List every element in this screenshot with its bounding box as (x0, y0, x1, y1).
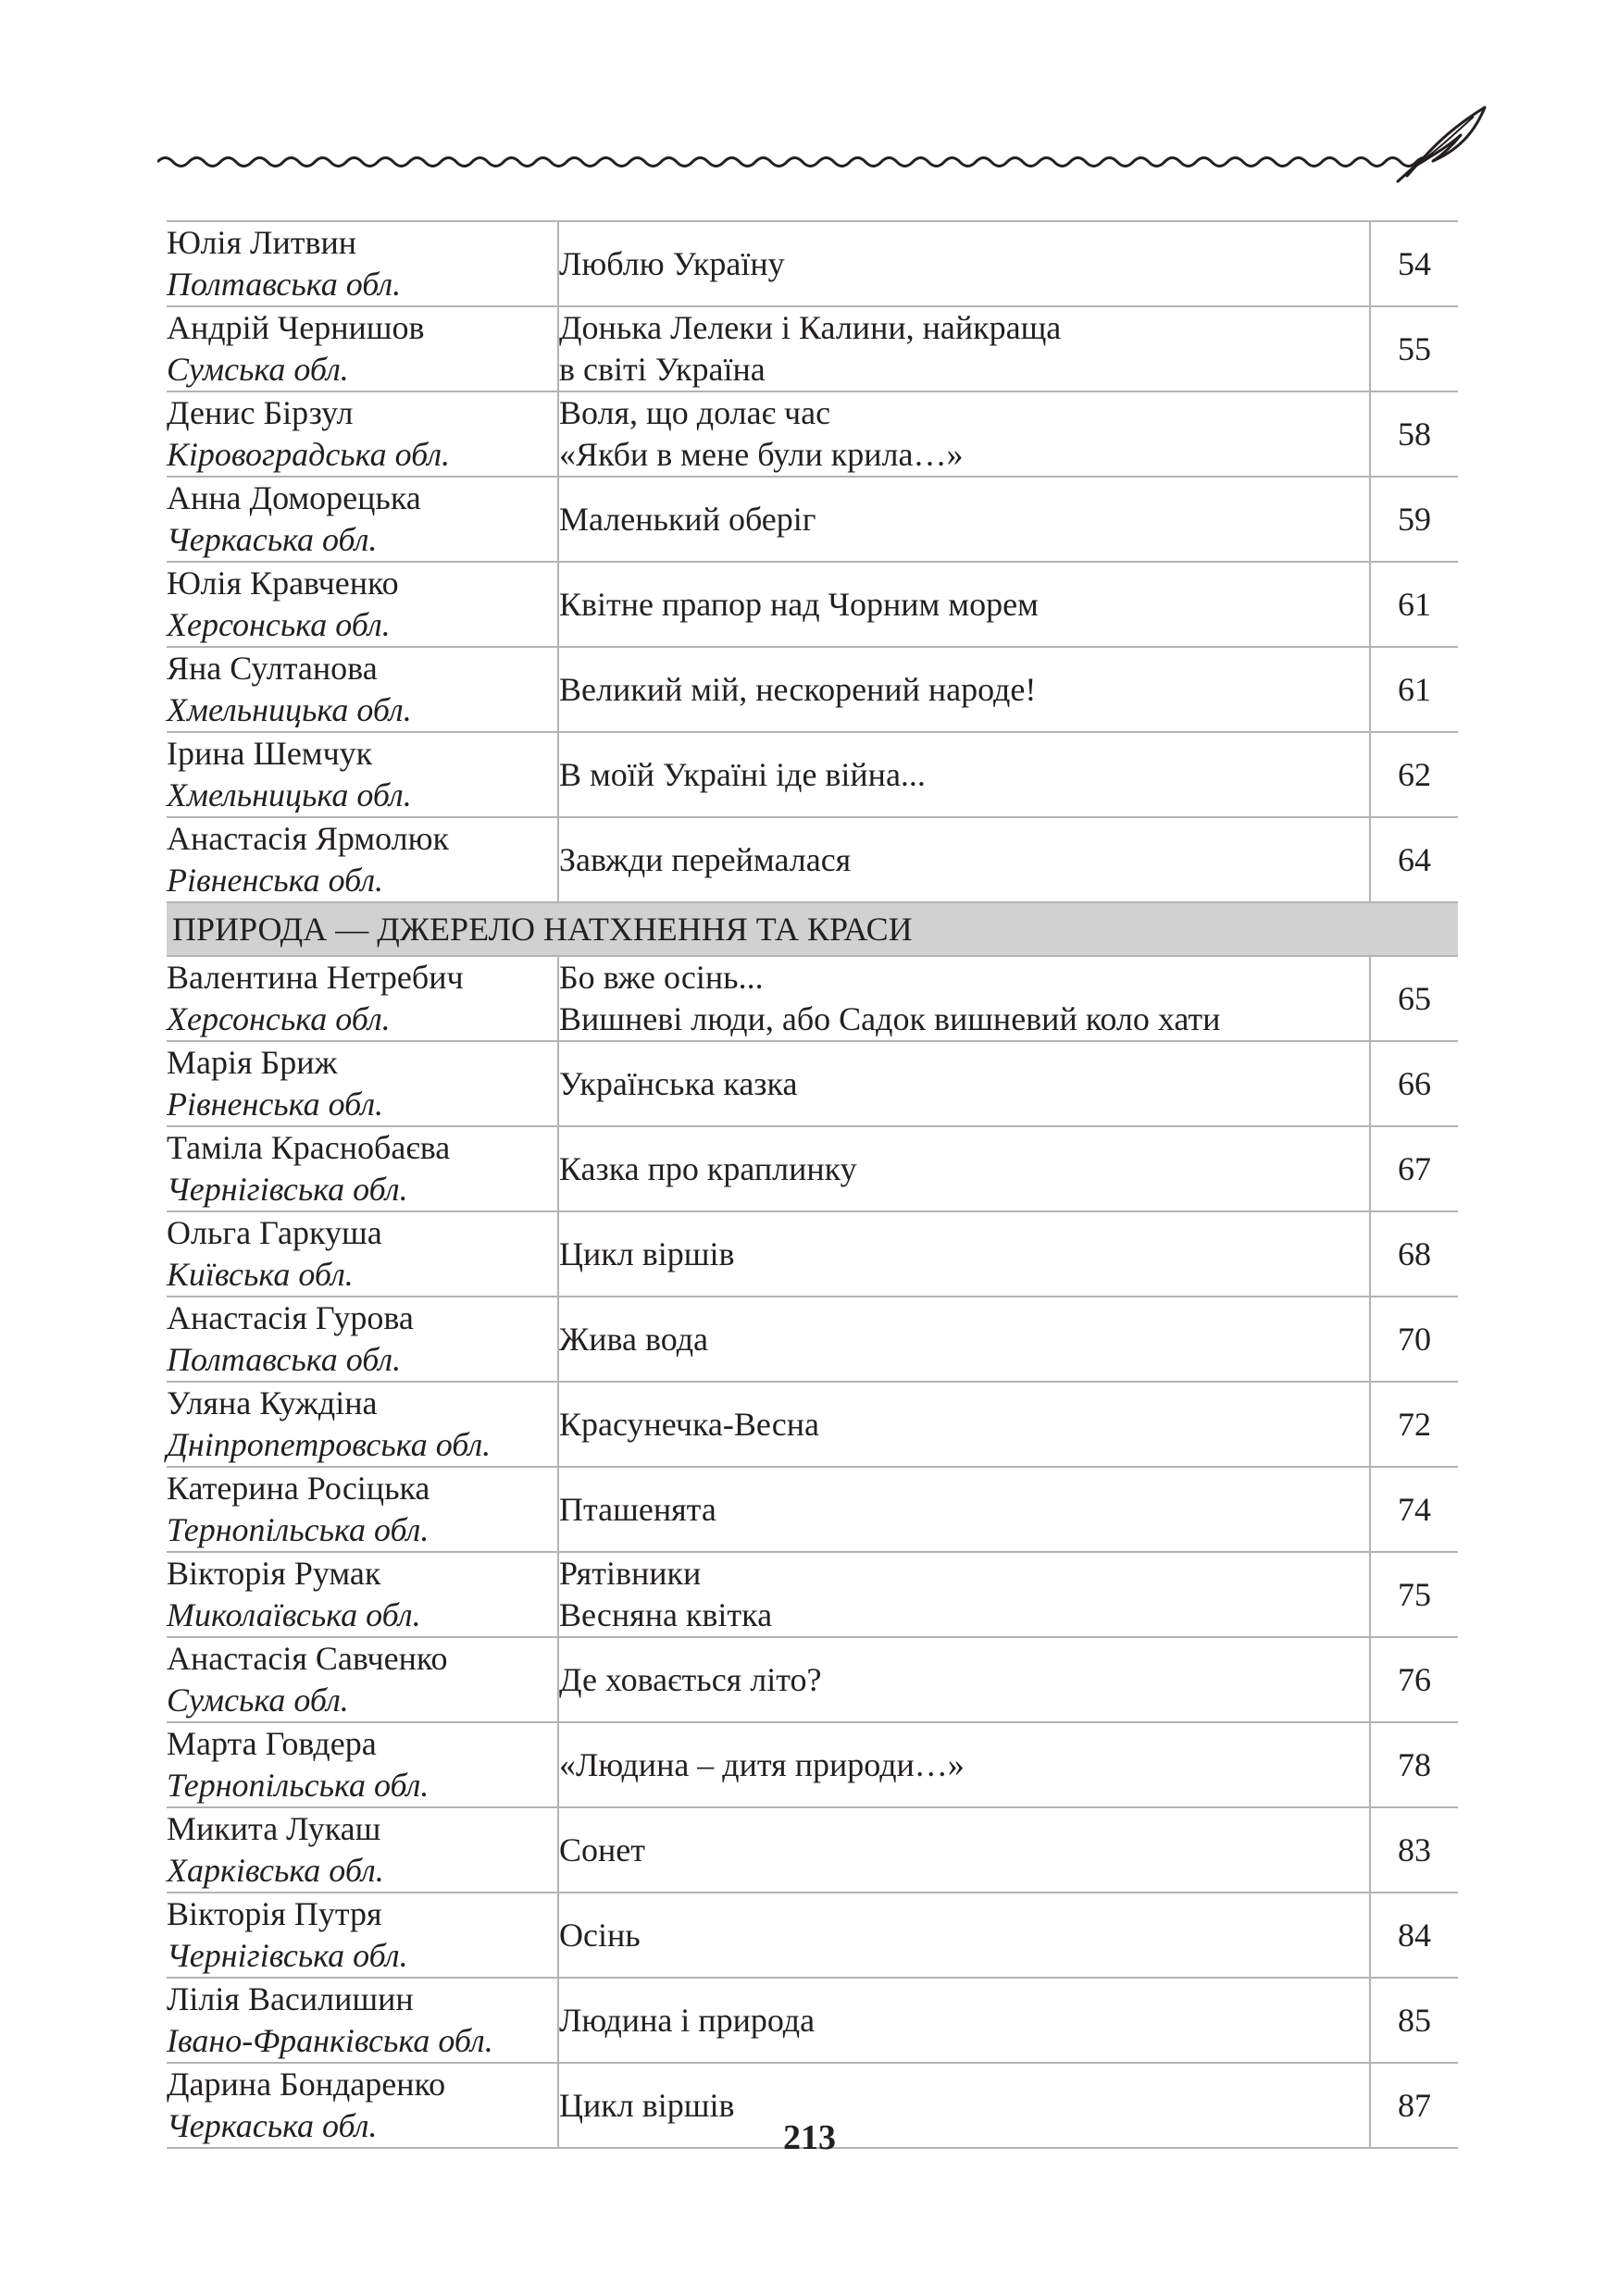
page-ref: 78 (1370, 1722, 1458, 1807)
work-title-cell (558, 732, 1370, 817)
quill-pen-icon (1389, 100, 1490, 183)
work-title-cell (558, 1978, 1370, 2063)
author-region: Хмельницька обл. (167, 691, 412, 728)
author-region: Сумська обл. (167, 1682, 349, 1719)
work-title-cell (558, 1467, 1370, 1552)
author-name: Валентина Нетребич (167, 959, 464, 996)
author-region: Полтавська обл. (167, 266, 402, 303)
page-ref: 72 (1370, 1382, 1458, 1467)
work-title-line: Сонет (559, 1831, 645, 1868)
page-ref: 85 (1370, 1978, 1458, 2063)
page-ref: 84 (1370, 1893, 1458, 1978)
page-ref: 74 (1370, 1467, 1458, 1552)
author-region: Київська обл. (167, 1256, 354, 1293)
author-cell (167, 647, 558, 732)
author-region: Дніпропетровська обл. (167, 1426, 492, 1463)
author-region: Черкаська обл. (167, 2107, 378, 2144)
work-title-line: Жива вода (559, 1320, 709, 1358)
toc-row (167, 817, 1458, 902)
toc-row (167, 1382, 1458, 1467)
work-title-line: В моїй Україні іде війна... (559, 755, 926, 793)
author-cell (167, 1382, 558, 1467)
author-cell (167, 1467, 558, 1552)
author-cell (167, 1637, 558, 1722)
section-heading-row (167, 902, 1458, 956)
author-cell (167, 1211, 558, 1297)
author-name: Марія Бриж (167, 1044, 338, 1081)
work-title-cell (558, 1382, 1370, 1467)
toc-row (167, 306, 1458, 391)
work-title-line: Бо вже осінь... (559, 959, 764, 996)
author-region: Миколаївська обл. (167, 1596, 421, 1633)
page-ref: 70 (1370, 1297, 1458, 1382)
toc-row (167, 732, 1458, 817)
work-title-line: Квітне прапор над Чорним морем (559, 585, 1039, 623)
work-title-cell (558, 1126, 1370, 1211)
work-title-line: в світі Україна (559, 351, 766, 388)
toc-row (167, 1552, 1458, 1637)
work-title-cell (558, 1041, 1370, 1126)
toc-row (167, 1211, 1458, 1297)
author-region: Херсонська обл. (167, 606, 391, 643)
author-name: Денис Бірзул (167, 394, 354, 431)
work-title-cell (558, 477, 1370, 562)
work-title-line: «Людина – дитя природи…» (559, 1745, 965, 1783)
author-name: Марта Говдера (167, 1725, 377, 1762)
toc-row (167, 956, 1458, 1041)
author-region: Рівненська обл. (167, 1086, 384, 1123)
work-title-cell (558, 1552, 1370, 1637)
page-number: 213 (783, 2118, 836, 2157)
author-region: Чернігівська обл. (167, 1171, 408, 1208)
author-region: Чернігівська обл. (167, 1937, 408, 1974)
author-region: Полтавська обл. (167, 1341, 402, 1378)
work-title-line: Де ховається літо? (559, 1660, 822, 1698)
page-ref: 62 (1370, 732, 1458, 817)
work-title-cell (558, 647, 1370, 732)
work-title-line: Рятівники (559, 1555, 702, 1592)
page-ref: 76 (1370, 1637, 1458, 1722)
page-ref: 75 (1370, 1552, 1458, 1637)
work-title-cell (558, 1211, 1370, 1297)
work-title-line: Воля, що долає час (559, 394, 831, 431)
page-ref: 68 (1370, 1211, 1458, 1297)
toc-row (167, 1467, 1458, 1552)
author-name: Дарина Бондаренко (167, 2066, 446, 2103)
work-title-line: Красунечка-Весна (559, 1405, 819, 1443)
author-cell (167, 306, 558, 391)
author-region: Кіровоградська обл. (167, 436, 451, 473)
author-region: Тернопільська обл. (167, 1767, 430, 1804)
author-cell (167, 1126, 558, 1211)
toc-row (167, 562, 1458, 647)
toc-row (167, 391, 1458, 477)
author-name: Ольга Гаркуша (167, 1214, 382, 1251)
author-name: Вікторія Румак (167, 1555, 381, 1592)
author-cell (167, 732, 558, 817)
page-ref: 55 (1370, 306, 1458, 391)
author-name: Андрій Чернишов (167, 309, 425, 346)
toc-row (167, 1807, 1458, 1893)
author-name: Микита Лукаш (167, 1810, 381, 1847)
author-name: Уляна Куждіна (167, 1384, 378, 1421)
author-name: Катерина Росіцька (167, 1470, 430, 1507)
author-region: Харківська обл. (167, 1852, 384, 1889)
work-title-line: Цикл віршів (559, 2086, 735, 2124)
author-cell (167, 1893, 558, 1978)
page-ref: 59 (1370, 477, 1458, 562)
work-title-line: Донька Лелеки і Калини, найкраща (559, 309, 1062, 346)
contents-table (167, 220, 1458, 2149)
author-name: Анастасія Ярмолюк (167, 820, 450, 857)
toc-row (167, 477, 1458, 562)
author-name: Вікторія Путря (167, 1895, 382, 1932)
toc-row (167, 1722, 1458, 1807)
author-cell (167, 477, 558, 562)
author-cell (167, 1978, 558, 2063)
page-ref: 61 (1370, 562, 1458, 647)
toc-row (167, 647, 1458, 732)
author-cell (167, 1297, 558, 1382)
toc-row (167, 1041, 1458, 1126)
work-title-line: Завжди переймалася (559, 840, 852, 878)
work-title-cell (558, 1722, 1370, 1807)
work-title-line: Пташенята (559, 1490, 716, 1528)
author-region: Черкаська обл. (167, 521, 378, 558)
page-ref: 65 (1370, 956, 1458, 1041)
page-ref: 83 (1370, 1807, 1458, 1893)
author-region: Сумська обл. (167, 351, 349, 388)
work-title-cell (558, 391, 1370, 477)
work-title-cell (558, 1893, 1370, 1978)
work-title-line: Українська казка (559, 1064, 798, 1102)
author-cell (167, 1041, 558, 1126)
work-title-line: Маленький оберіг (559, 500, 816, 538)
author-name: Яна Султанова (167, 650, 378, 687)
work-title-cell (558, 1297, 1370, 1382)
author-region: Івано-Франківська обл. (167, 2022, 493, 2059)
page-ref: 58 (1370, 391, 1458, 477)
work-title-line: Цикл віршів (559, 1235, 735, 1272)
author-name: Анна Доморецька (167, 479, 421, 516)
work-title-line: Великий мій, нескорений народе! (559, 670, 1037, 708)
work-title-line: Осінь (559, 1916, 641, 1954)
author-region: Херсонська обл. (167, 1000, 391, 1037)
author-region: Хмельницька обл. (167, 776, 412, 813)
author-name: Анастасія Савченко (167, 1640, 448, 1677)
author-region: Тернопільська обл. (167, 1511, 430, 1548)
author-cell (167, 1807, 558, 1893)
work-title-line: Вишневі люди, або Садок вишневий коло хати (559, 1000, 1221, 1037)
author-cell (167, 1552, 558, 1637)
page-ref: 67 (1370, 1126, 1458, 1211)
work-title-cell (558, 221, 1370, 306)
author-cell (167, 817, 558, 902)
work-title-cell (558, 1807, 1370, 1893)
work-title-cell (558, 956, 1370, 1041)
author-cell (167, 221, 558, 306)
page-ref: 87 (1370, 2063, 1458, 2148)
toc-row (167, 1126, 1458, 1211)
toc-row (167, 1978, 1458, 2063)
author-name: Юлія Кравченко (167, 565, 399, 602)
page-ref: 61 (1370, 647, 1458, 732)
work-title-line: Люблю Україну (559, 244, 785, 282)
toc-row (167, 1637, 1458, 1722)
work-title-cell (558, 306, 1370, 391)
author-cell (167, 956, 558, 1041)
author-name: Лілія Василишин (167, 1980, 414, 2017)
work-title-line: Весняна квітка (559, 1596, 773, 1633)
work-title-cell (558, 1637, 1370, 1722)
author-name: Юлія Литвин (167, 224, 356, 261)
toc-row (167, 221, 1458, 306)
work-title-line: Людина і природа (559, 2001, 816, 2039)
author-cell (167, 562, 558, 647)
page-ref: 64 (1370, 817, 1458, 902)
toc-row (167, 1297, 1458, 1382)
page-ref: 66 (1370, 1041, 1458, 1126)
section-heading: ПРИРОДА — ДЖЕРЕЛО НАТХНЕННЯ ТА КРАСИ (167, 902, 1458, 956)
work-title-line: Казка про краплинку (559, 1149, 857, 1187)
author-name: Таміла Краснобаєва (167, 1129, 451, 1166)
toc-row (167, 1893, 1458, 1978)
author-name: Анастасія Гурова (167, 1299, 414, 1336)
work-title-cell (558, 817, 1370, 902)
wavy-divider (157, 143, 1426, 180)
author-cell (167, 1722, 558, 1807)
author-name: Ірина Шемчук (167, 735, 373, 772)
work-title-cell (558, 562, 1370, 647)
page-ref: 54 (1370, 221, 1458, 306)
author-region: Рівненська обл. (167, 862, 384, 899)
work-title-line: «Якби в мене були крила…» (559, 436, 964, 473)
author-cell (167, 391, 558, 477)
